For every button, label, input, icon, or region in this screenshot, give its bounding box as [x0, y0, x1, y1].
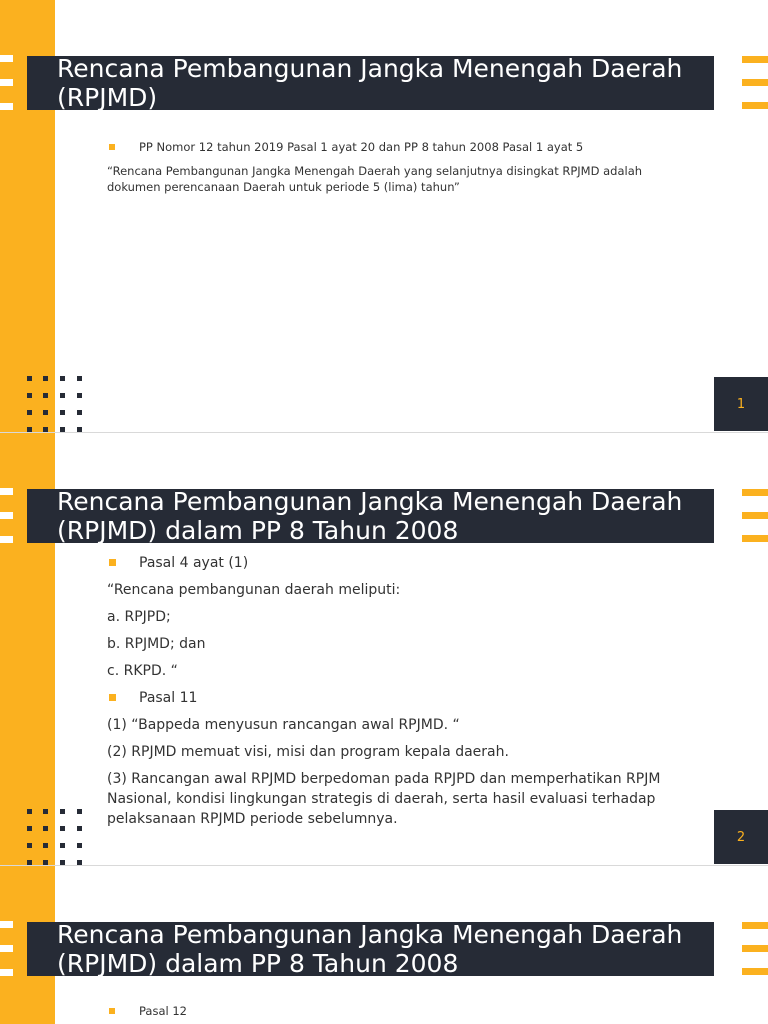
decor-dash [742, 79, 768, 86]
decor-dash [742, 56, 768, 63]
slide-content [107, 1003, 667, 1019]
slide-1 [0, 0, 768, 432]
decor-dash [0, 55, 13, 62]
bullet-square-icon [109, 1008, 115, 1014]
bullet-square-icon [109, 559, 116, 566]
bullet-item: PP Nomor 12 tahun 2019 Pasal 1 ayat 20 dan PP 8 tahun 2008 Pasal 1 ayat 5 [107, 139, 667, 155]
decor-dash [742, 922, 768, 929]
bullet-square-icon [109, 694, 116, 701]
bullet-item: Pasal 4 ayat (1) [107, 553, 667, 573]
decor-dash [0, 488, 13, 495]
decor-dash [742, 489, 768, 496]
text-line: a. RPJPD; [107, 609, 171, 625]
decor-dash [0, 969, 13, 976]
slide-title: Rencana Pembangunan Jangka Menengah Daerah (RPJMD) dalam PP 8 Tahun 2008 [57, 487, 683, 545]
text-line: (2) RPJMD memuat visi, misi dan program kepala daerah. [107, 744, 509, 760]
decor-dash [742, 968, 768, 975]
decor-dash [0, 921, 13, 928]
text-line: c. RKPD. “ [107, 663, 178, 679]
decor-dash [0, 103, 13, 110]
page-number: 2 [714, 810, 768, 864]
decor-dash [742, 535, 768, 542]
decor-dash [0, 536, 13, 543]
slide-title: Rencana Pembangunan Jangka Menengah Daerah (RPJMD) [57, 54, 683, 112]
bullet-item: Pasal 12 [107, 1003, 667, 1019]
dot-grid [27, 809, 87, 865]
decor-dash [0, 512, 13, 519]
decor-dash [742, 945, 768, 952]
decor-dash [0, 79, 13, 86]
bullet-item: Pasal 11 [107, 688, 667, 708]
dot-grid [27, 376, 87, 432]
page-number: 1 [714, 377, 768, 431]
decor-dash [742, 512, 768, 519]
text-line: b. RPJMD; dan [107, 636, 206, 652]
slide-3 [0, 866, 768, 1024]
slide-content [107, 139, 667, 195]
decor-dash [742, 102, 768, 109]
decor-dash [0, 945, 13, 952]
text-line: “Rencana pembangunan daerah meliputi: [107, 582, 401, 598]
bullet-square-icon [109, 144, 115, 150]
slide-content [107, 553, 667, 829]
slide-2 [0, 433, 768, 865]
slide-title: Rencana Pembangunan Jangka Menengah Daerah (RPJMD) dalam PP 8 Tahun 2008 [57, 920, 683, 978]
quote-text: “Rencana Pembangunan Jangka Menengah Daerah yang selanjutnya disingkat RPJMD adalah dokumen perencanaan Daerah untuk periode 5 (lima) tahun” [107, 164, 643, 194]
text-line: (3) Rancangan awal RPJMD berpedoman pada RPJPD dan memperhatikan RPJM Nasional, kondisi lingkungan strategis di daerah, serta hasil evaluasi terhadap pelaksanaan RPJMD periode sebelumnya. [107, 771, 661, 827]
text-line: (1) “Bappeda menyusun rancangan awal RPJMD. “ [107, 717, 460, 733]
